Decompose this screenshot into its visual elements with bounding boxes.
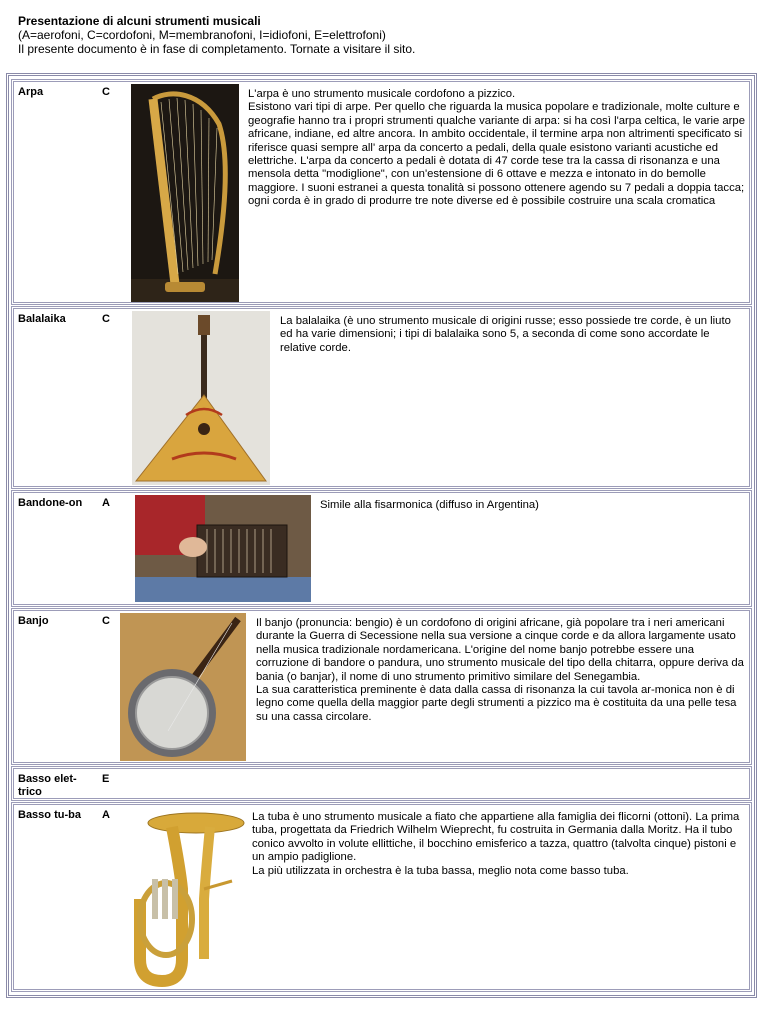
- instrument-row-bandoneon: [11, 490, 752, 607]
- classification-legend: (A=aerofoni, C=cordofoni, M=membranofoni, I=idiofoni, E=elettrofoni): [18, 28, 386, 42]
- instrument-name: Balalaika: [18, 313, 66, 325]
- instrument-class: A: [102, 497, 110, 509]
- description-paragraph: La tuba è uno strumento musicale a fiato che appartiene alla famiglia dei flicorni (ottoni). La prima tuba, progettata da Friedrich Wilhelm Wieprecht, fu costruita in Germania dalla Moritz. Ha il tubo conico avvolto in volute ellittiche, il bocchino emisferico a tazza, quattro (talvolta cinque) pistoni e un ampio padiglione.: [252, 811, 740, 864]
- description-paragraph: Simile alla fisarmonica (diffuso in Argentina): [320, 499, 539, 511]
- instrument-description: [320, 499, 746, 512]
- instrument-description: [252, 811, 746, 878]
- instrument-row-basso-elettrico: [11, 766, 752, 801]
- bandoneon-image: [135, 495, 311, 602]
- completion-note: Il presente documento è in fase di completamento. Tornate a visitare il sito.: [18, 42, 416, 56]
- instrument-name: Arpa: [18, 86, 44, 98]
- instrument-description: [248, 88, 746, 209]
- instrument-description: [256, 617, 746, 724]
- description-paragraph: Il banjo (pronuncia: bengio) è un cordofono di origini africane, già popolare tra i neri americani durante la Guerra di Secessione nella sua versione a cinque corde e da allora largamente usato nella musica tradizionale nordamericana. L'origine del nome banjo potrebbe essere una corruzione di bandore o pandura, uno strumento musicale del tipo della chitarra, oppure deriva da bania (o banjar), il nome di uno strumento primitivo similare del Senegambia.: [256, 617, 744, 683]
- instrument-class: C: [102, 615, 110, 627]
- document-header: [18, 14, 415, 56]
- harp-image: [131, 84, 239, 302]
- banjo-image: [120, 613, 246, 761]
- instrument-row-arpa: [11, 79, 752, 305]
- description-paragraph: L'arpa è uno strumento musicale cordofono a pizzico.: [248, 88, 516, 100]
- instrument-class: E: [102, 773, 110, 785]
- tuba-image: [122, 809, 248, 987]
- instrument-description: [280, 315, 746, 355]
- description-paragraph: Esistono vari tipi di arpe. Per quello che riguarda la musica popolare e tradizionale, molte culture e geografie hanno tra i propri strumenti qualche variante di arpa: si ha così l'arpa celtica, le varie arpe africane, indiane, ed altre ancora. In ambito occidentale, il termine arpa non altrimenti specificato si riferisce quasi sempre all' arpa da concerto a pedali, della quale esistono varianti acustiche ed elettriche. L'arpa da concerto a pedali è dotata di 47 corde tese tra la cassa di risonanza e una mensola detta "modiglione", con un'estensione di 6 ottave e mezza e intonato in do bemolle maggiore. I suoni estranei a questa tonalità si possono ottenere agendo su 7 pedali a doppia tacca; ogni corda è in grado di produrre tre note diverse ed è possibile costruire una scala cromatica: [248, 101, 745, 208]
- instrument-row-basso-tuba: [11, 802, 752, 992]
- instrument-class: A: [102, 809, 110, 821]
- instrument-class: C: [102, 86, 110, 98]
- description-paragraph: La sua caratteristica preminente è data dalla cassa di risonanza la cui tavola ar-monica non è di legno come quella della maggior parte degli strumenti a pizzico ma è costituita da una pelle tesa su una cassa circolare.: [256, 684, 737, 723]
- instrument-name: Bandone-on: [18, 497, 83, 509]
- description-paragraph: La più utilizzata in orchestra è la tuba bassa, meglio nota come basso tuba.: [252, 864, 629, 877]
- instrument-name: Basso tu-ba: [18, 809, 81, 821]
- document-title: Presentazione di alcuni strumenti musicali: [18, 14, 261, 28]
- instrument-name: Basso elet-trico: [18, 773, 77, 798]
- instrument-name: Banjo: [18, 615, 49, 627]
- instrument-class: C: [102, 313, 110, 325]
- description-paragraph: La balalaika (è uno strumento musicale di origini russe; esso possiede tre corde, è un liuto ed ha varie dimensioni; i tipi di balalaika sono 5, a seconda di come sono accordate le relative corde.: [280, 315, 731, 354]
- balalaika-image: [132, 311, 270, 485]
- instrument-row-balalaika: [11, 306, 752, 489]
- instrument-row-banjo: [11, 608, 752, 765]
